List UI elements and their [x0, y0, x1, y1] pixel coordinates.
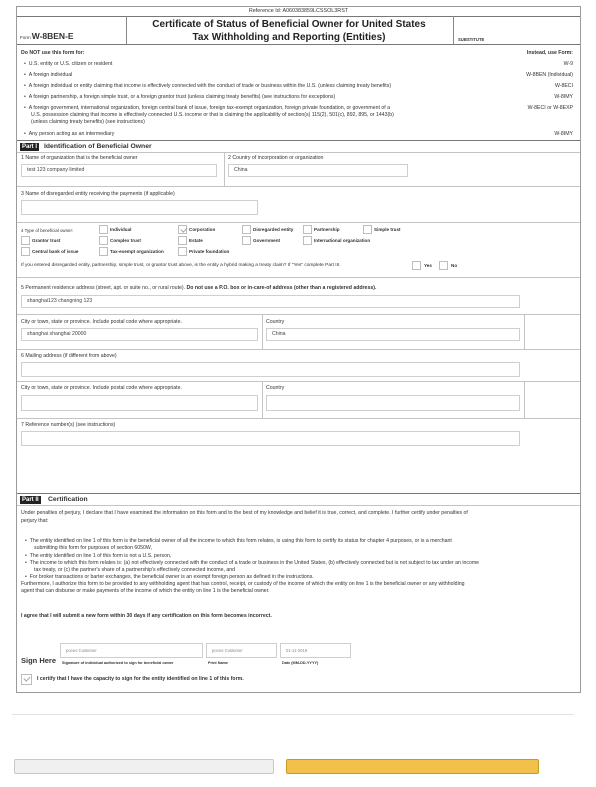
item-text: A foreign government, international organization, foreign central bank of issue, foreign tax-exempt organization, foreign private foundation, or government of a [28, 105, 391, 111]
divider [12, 714, 574, 715]
sign-here-label: Sign Here [21, 656, 57, 665]
divider [17, 381, 580, 382]
capacity-checkbox[interactable] [21, 674, 32, 685]
do-not-use-item: • Any person acting as an intermediary [24, 131, 115, 137]
divider [524, 314, 525, 349]
divider [17, 349, 580, 350]
certification-bullet: • For broker transactions or barter exchanges, the beneficial owner is an exempt foreign person as defined in the instructions. [25, 574, 314, 580]
divider [17, 418, 580, 419]
mailing-country-input[interactable] [266, 395, 520, 411]
instead-form: W-8IMY [554, 94, 573, 100]
bullet-text: For broker transactions or barter exchanges, the beneficial owner is an exempt foreign person as defined in the instructions. [29, 574, 314, 580]
signature-label: Signature of individual authorized to sign for beneficial owner [62, 661, 174, 665]
field-7-label: 7 Reference number(s) (see instructions) [21, 422, 116, 428]
bullet-text: The entity identified on line 1 of this form is not a U.S. person, [29, 553, 172, 559]
certification-bullet: • The entity identified on line 1 of this form is the beneficial owner of all the income to which this form relates, is using this form to certify its status for chapter 4 purposes, or is a merchant [25, 538, 452, 544]
form-number [20, 31, 74, 42]
form-title [129, 18, 449, 44]
reference-id: Reference Id: A060383859LCSSOL3RST [248, 8, 349, 14]
mailing-address-input[interactable] [21, 362, 520, 377]
estate-label: Estate [189, 238, 203, 243]
reference-number-input[interactable] [21, 431, 520, 446]
permanent-address-input[interactable]: shanghai123 changning 123 [21, 295, 520, 308]
disregarded-entity-label: Disregarded entity [253, 227, 294, 232]
instead-form: W-8IMY [554, 131, 573, 137]
international-organization-label: International organization [314, 238, 371, 243]
hybrid-yes-label: Yes [424, 263, 432, 268]
divider [224, 152, 225, 186]
signature-input[interactable]: pceeo Customer [60, 643, 203, 658]
hybrid-no-checkbox[interactable] [439, 261, 448, 270]
part-1-title: Identification of Beneficial Owner [44, 143, 152, 150]
hybrid-question: If you entered disregarded entity, partnership, simple trust, or grantor trust above, is the entity a hybrid making a treaty claim? If "Yes" complete Part III. [21, 263, 341, 268]
certification-intro-2: perjury that: [21, 518, 49, 524]
date-input[interactable]: 01-11-2019 [280, 643, 351, 658]
divider [262, 381, 263, 418]
divider [17, 505, 580, 506]
international-organization-checkbox[interactable] [303, 236, 312, 245]
do-not-use-item: • U.S. entity or U.S. citizen or resident [24, 61, 113, 67]
tax-exempt-checkbox[interactable] [99, 247, 108, 256]
divider [17, 314, 580, 315]
part-2-tag: Part II [22, 497, 39, 503]
capacity-statement: I certify that I have the capacity to sign for the entity identified on line 1 of this form. [37, 676, 244, 682]
divider [17, 44, 580, 45]
item-text: A foreign individual or entity claiming that income is effectively connected with the conduct of trade or business within the U.S. (unless claiming treaty benefits) [28, 83, 392, 89]
do-not-use-item-cont: (unless claiming treaty benefits) (see instructions) [31, 119, 145, 125]
bullet-text: The income to which this form relates is: (a) not effectively connected with the conduct of a trade or business in the United States, (b) effectively connected but is not subject to tax under an income [29, 560, 480, 566]
divider [262, 314, 263, 349]
divider [126, 16, 127, 44]
private-foundation-label: Private foundation [189, 249, 230, 254]
do-not-use-heading: Do NOT use this form for: [21, 50, 85, 56]
submit-form-button[interactable] [286, 759, 539, 774]
w8bene-form [16, 6, 581, 693]
agree-statement: I agree that I will submit a new form within 30 days if any certification on this form becomes incorrect. [21, 613, 272, 619]
certification-bullet-cont: submitting this form for purposes of section 6050W, [34, 545, 152, 551]
title-line-2: Tax Withholding and Reporting (Entities) [192, 32, 386, 43]
substitute-label: SUBSTITUTE [458, 37, 485, 42]
form-number-text: W-8BEN-E [31, 31, 74, 41]
field-5-label-a: 5 Permanent residence address (street, apt. or suite no., or rural route). [21, 285, 186, 291]
city-input[interactable]: shanghai shanghai 20000 [21, 328, 258, 341]
central-bank-label: Central bank of issue [32, 249, 79, 254]
tax-exempt-label: Tax-exempt organization [110, 249, 164, 254]
city2-label: City or town, state or province. Include postal code where appropriate. [21, 385, 182, 391]
complex-trust-label: Complex trust [110, 238, 141, 243]
disregarded-entity-checkbox[interactable] [242, 225, 251, 234]
divider [17, 152, 580, 153]
instead-form: W-9 [563, 61, 573, 67]
country-of-incorporation-input[interactable]: China [228, 164, 408, 177]
bullet-text: The entity identified on line 1 of this form is the beneficial owner of all the income to which this form relates, is using this form to certify its status for chapter 4 purposes, or is a merchant [29, 538, 452, 544]
part-1-tag: Part I [22, 144, 38, 150]
divider [453, 16, 454, 44]
print-name-input[interactable]: pceeo Customer [206, 643, 277, 658]
back-to-edit-button[interactable] [14, 759, 274, 774]
hybrid-no-label: No [451, 263, 458, 268]
partnership-checkbox[interactable] [303, 225, 312, 234]
instead-heading: Instead, use Form: [526, 50, 573, 56]
field-3-label: 3 Name of disregarded entity receiving the payments (if applicable) [21, 191, 175, 197]
instead-form: W-8ECI or W-8EXP [527, 105, 573, 111]
divider [524, 381, 525, 418]
complex-trust-checkbox[interactable] [99, 236, 108, 245]
individual-checkbox[interactable] [99, 225, 108, 234]
divider [17, 16, 580, 17]
private-foundation-checkbox[interactable] [178, 247, 187, 256]
do-not-use-item: • A foreign individual [24, 72, 73, 78]
field-1-label: 1 Name of organization that is the beneficial owner [21, 155, 138, 161]
item-text: A foreign partnership, a foreign simple trust, or a foreign grantor trust (unless claiming treaty benefits) (see instructions for exceptions) [28, 94, 336, 100]
hybrid-yes-checkbox[interactable] [412, 261, 421, 270]
authorization-text: Furthermore, I authorize this form to be provided to any withholding agent that has control, receipt, or custody of the income of which the entity on line 1 is the beneficial owner or any withholding [21, 581, 465, 587]
country-input[interactable]: China [266, 328, 520, 341]
partnership-label: Partnership [314, 227, 340, 232]
government-label: Government [253, 238, 281, 243]
certification-bullet-cont: tax treaty, or (c) the partner's share of a partnership's effectively connected income, and [34, 567, 236, 573]
simple-trust-checkbox[interactable] [363, 225, 372, 234]
mailing-city-input[interactable] [21, 395, 258, 411]
corporation-checkbox[interactable] [178, 225, 187, 234]
divider [17, 493, 580, 494]
instead-form: W-8BEN (Individual) [526, 72, 573, 78]
field-5-label [21, 285, 376, 292]
simple-trust-label: Simple trust [374, 227, 401, 232]
authorization-text-2: agent that can disburse or make payments of the income of which the entity on line 1 is the beneficial owner. [21, 588, 270, 594]
city-label: City or town, state or province. Include postal code where appropriate. [21, 319, 182, 325]
individual-label: Individual [110, 227, 132, 232]
certification-bullet: • The income to which this form relates is: (a) not effectively connected with the conduct of a trade or business in the United States, (b) effectively connected but is not subject to tax under an income [25, 560, 480, 566]
field-2-label: 2 Country of incorporation or organization [228, 155, 324, 161]
government-checkbox[interactable] [242, 236, 251, 245]
organization-name-input[interactable]: test 123 company limited [21, 164, 217, 177]
divider [17, 277, 580, 278]
divider [17, 186, 580, 187]
certification-intro: Under penalties of perjury, I declare that I have examined the information on this form and to the best of my knowledge and belief it is true, correct, and complete. I further certify under penalties of [21, 510, 468, 516]
grantor-trust-label: Grantor trust [32, 238, 61, 243]
estate-checkbox[interactable] [178, 236, 187, 245]
item-text: A foreign individual [28, 72, 73, 78]
country-label: Country [266, 319, 285, 325]
certification-bullet: • The entity identified on line 1 of this form is not a U.S. person, [25, 553, 172, 559]
corporation-label: Corporation [189, 227, 216, 232]
country2-label: Country [266, 385, 285, 391]
part-2-title: Certification [48, 496, 88, 503]
title-line-1: Certificate of Status of Beneficial Owner for United States [152, 19, 426, 30]
do-not-use-item: • A foreign partnership, a foreign simple trust, or a foreign grantor trust (unless claiming treaty benefits) (see instructions for exceptions) [24, 94, 336, 100]
divider [17, 140, 580, 141]
field-6-label: 6 Mailing address (if different from above) [21, 353, 117, 359]
do-not-use-item-cont: U.S. possession claiming that income is effectively connected U.S. income or that is claiming the applicability of section(s) 115(2), 501(c), 892, 895, or 1443(b) [31, 112, 394, 118]
do-not-use-item: • A foreign individual or entity claiming that income is effectively connected with the conduct of trade or business within the U.S. (unless claiming treaty benefits) [24, 83, 392, 89]
field-5-label-b: Do not use a P.O. box or in-care-of address (other than a registered address). [186, 285, 377, 291]
item-text: U.S. entity or U.S. citizen or resident [28, 61, 113, 67]
date-label: Date (MM-DD-YYYY) [282, 661, 319, 665]
do-not-use-item: • A foreign government, international organization, foreign central bank of issue, foreign tax-exempt organization, foreign private foundation, or government of a [24, 105, 391, 111]
item-text: Any person acting as an intermediary [28, 131, 115, 137]
instead-form: W-8ECI [554, 83, 573, 89]
field-4-label: 4 Type of beneficial owner: [21, 228, 74, 233]
form-prefix: Form [20, 35, 31, 40]
disregarded-entity-input[interactable] [21, 200, 258, 215]
print-name-label: Print Name [208, 661, 229, 665]
grantor-trust-checkbox[interactable] [21, 236, 30, 245]
divider [17, 222, 580, 223]
central-bank-checkbox[interactable] [21, 247, 30, 256]
